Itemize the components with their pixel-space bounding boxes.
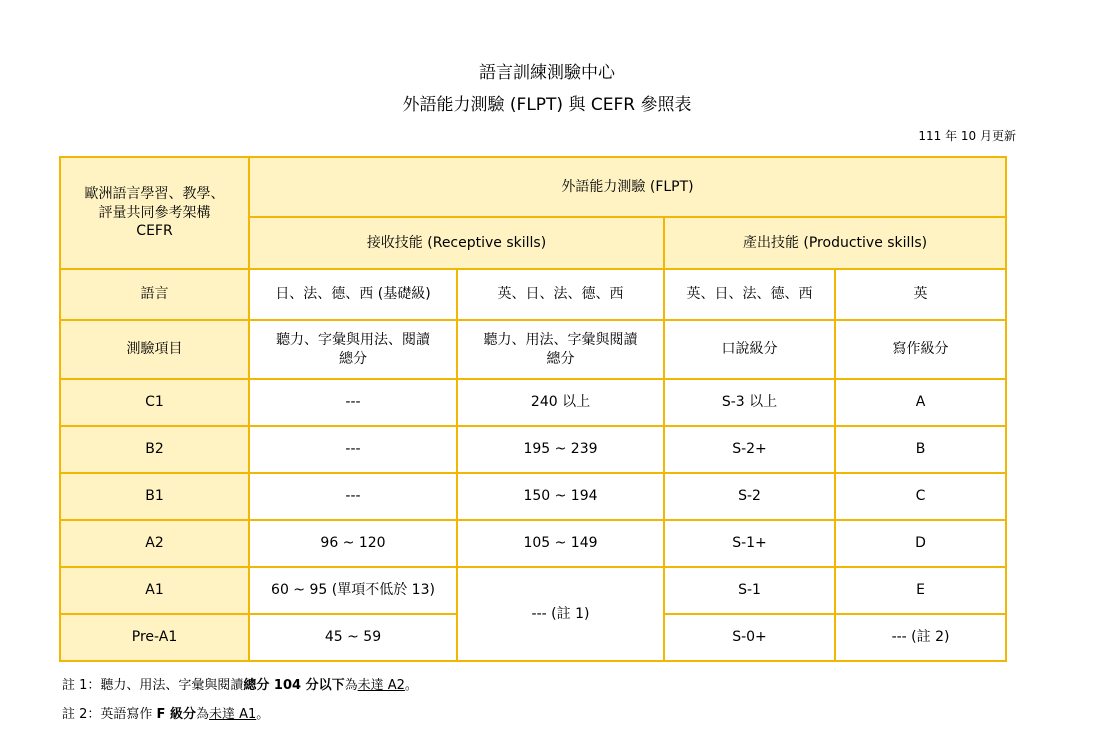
english-score-cell: 240 以上 [457, 379, 664, 426]
cefr-header-cell [60, 157, 249, 269]
speaking-cell: S-0+ [664, 614, 835, 661]
table-row [60, 473, 1006, 520]
items-label-cell: 測驗項目 [60, 320, 249, 379]
language-cell: 日、法、德、西 (基礎級) [249, 269, 457, 320]
footnote-1-prefix: 註 1：聽力、用法、字彙與閱讀 [62, 678, 244, 693]
level-cell: Pre-A1 [60, 614, 249, 661]
level-cell: C1 [60, 379, 249, 426]
footnote-2-prefix: 註 2：英語寫作 [62, 707, 157, 722]
level-cell: B1 [60, 473, 249, 520]
item-cell: 口說級分 [664, 320, 835, 379]
footnote-1-suffix: 。 [404, 678, 418, 693]
cefr-header-line3: CEFR [136, 223, 173, 240]
writing-cell: E [835, 567, 1006, 614]
table-row [60, 379, 1006, 426]
item-cell: 聽力、用法、字彙與閱讀 總分 [457, 320, 664, 379]
language-cell: 英、日、法、德、西 [457, 269, 664, 320]
speaking-cell: S-1+ [664, 520, 835, 567]
basic-score-cell: 60 ~ 95 (單項不低於 13) [249, 567, 457, 614]
writing-cell: C [835, 473, 1006, 520]
basic-score-cell: --- [249, 473, 457, 520]
english-score-cell: 150 ~ 194 [457, 473, 664, 520]
basic-score-cell: --- [249, 426, 457, 473]
footnote-1-underlined: 未達 A2 [357, 678, 405, 693]
update-date: 111 年 10 月更新 [918, 129, 1016, 143]
item-cell: 聽力、字彙與用法、閱讀 總分 [249, 320, 457, 379]
language-cell: 英 [835, 269, 1006, 320]
footnote-2-bold: F 級分 [156, 707, 196, 722]
table-row [60, 520, 1006, 567]
flpt-header-cell: 外語能力測驗 (FLPT) [249, 157, 1006, 217]
table-row [60, 567, 1006, 614]
cefr-flpt-table [59, 156, 1007, 662]
item-cell: 寫作級分 [835, 320, 1006, 379]
table-row [60, 426, 1006, 473]
level-cell: A2 [60, 520, 249, 567]
english-score-merged-cell: --- (註 1) [457, 567, 664, 661]
footnote-2-suffix: 。 [256, 707, 270, 722]
level-cell: A1 [60, 567, 249, 614]
footnote-1-mid: 為 [344, 678, 358, 693]
language-cell: 英、日、法、德、西 [664, 269, 835, 320]
cefr-header-line1: 歐洲語言學習、教學、 [84, 185, 225, 202]
english-score-cell: 195 ~ 239 [457, 426, 664, 473]
footnote-2 [62, 703, 269, 722]
basic-score-cell: --- [249, 379, 457, 426]
page-title: 語言訓練測驗中心 [479, 63, 615, 83]
writing-cell: D [835, 520, 1006, 567]
basic-score-cell: 96 ~ 120 [249, 520, 457, 567]
page-subtitle: 外語能力測驗 (FLPT) 與 CEFR 參照表 [402, 95, 692, 115]
footnote-2-mid: 為 [195, 707, 209, 722]
footnote-1 [62, 674, 418, 693]
writing-cell: --- (註 2) [835, 614, 1006, 661]
productive-header-cell: 產出技能 (Productive skills) [664, 217, 1006, 269]
writing-cell: B [835, 426, 1006, 473]
english-score-cell: 105 ~ 149 [457, 520, 664, 567]
cefr-header-line2: 評量共同參考架構 [98, 204, 211, 221]
language-label-cell: 語言 [60, 269, 249, 320]
level-cell: B2 [60, 426, 249, 473]
footnote-1-bold: 總分 104 分以下 [243, 678, 345, 693]
writing-cell: A [835, 379, 1006, 426]
basic-score-cell: 45 ~ 59 [249, 614, 457, 661]
speaking-cell: S-1 [664, 567, 835, 614]
speaking-cell: S-3 以上 [664, 379, 835, 426]
speaking-cell: S-2+ [664, 426, 835, 473]
receptive-header-cell: 接收技能 (Receptive skills) [249, 217, 664, 269]
speaking-cell: S-2 [664, 473, 835, 520]
footnote-2-underlined: 未達 A1 [208, 707, 257, 722]
